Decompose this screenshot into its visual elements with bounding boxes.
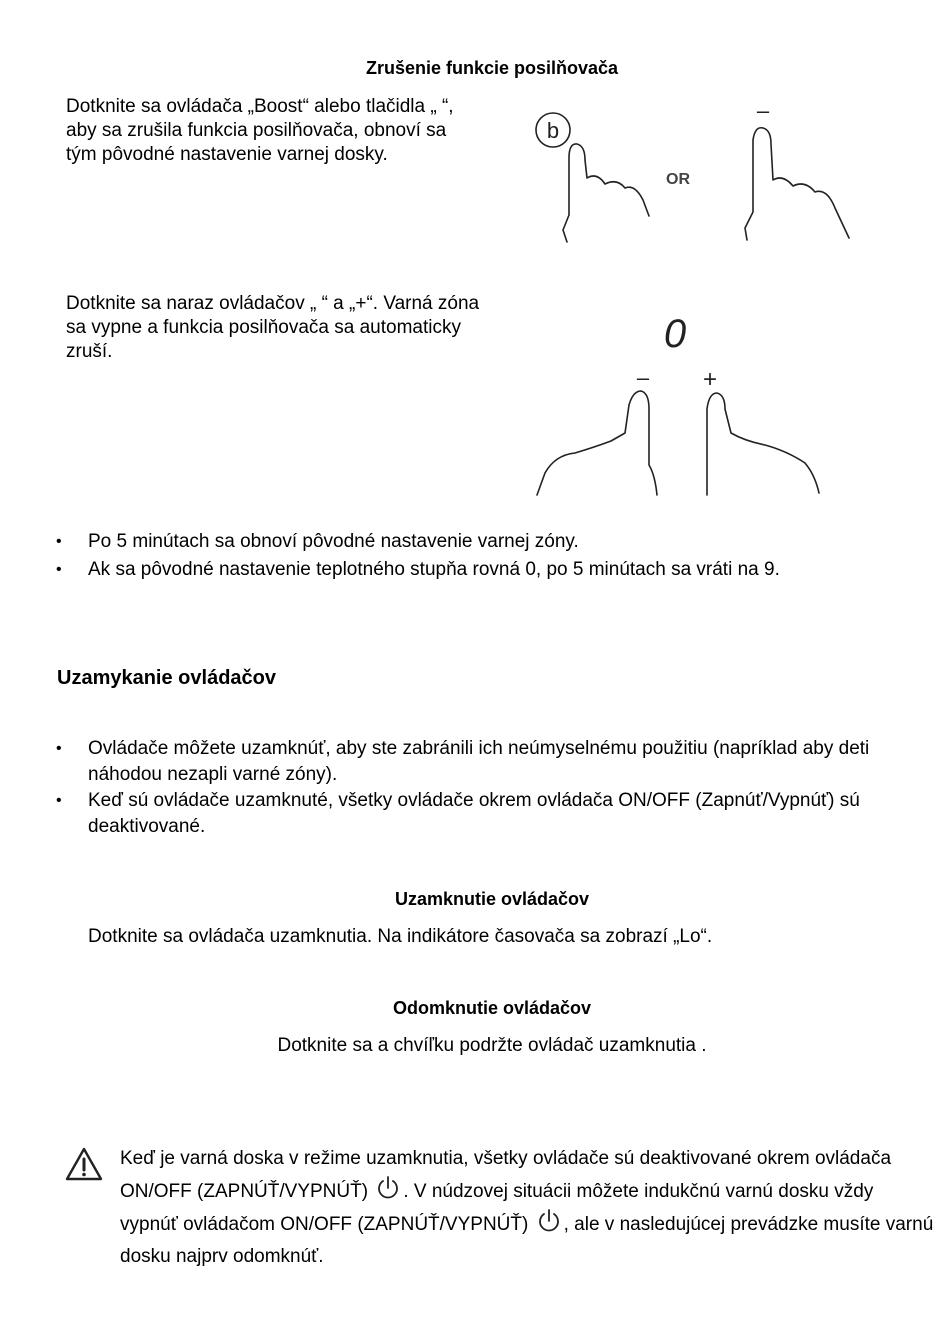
finger-hand-icon <box>563 144 649 242</box>
display-digit: 0 <box>663 312 687 356</box>
lock-bullets-list <box>56 736 926 840</box>
lock-instructions: Dotknite sa ovládača uzamknutia. Na indikátore časovača sa zobrazí „Lo“. <box>88 926 713 947</box>
warning-triangle-icon <box>64 1146 104 1182</box>
list-item: • Ovládače môžete uzamknúť, aby ste zabránili ich neúmyselnému použitiu (napríklad aby deti náhodou nezapli varné zóny). <box>56 736 926 788</box>
lock-section-title: Uzamykanie ovládačov <box>57 667 276 689</box>
boost-cancel-heading: Zrušenie funkcie posilňovača <box>365 58 619 78</box>
unlock-heading: Odomknutie ovládačov <box>392 998 592 1018</box>
list-item: • Keď sú ovládače uzamknuté, všetky ovládače okrem ovládača ON/OFF (Zapnúť/Vypnúť) sú deaktivované. <box>56 788 926 840</box>
list-item: • Po 5 minútach sa obnoví pôvodné nastavenie varnej zóny. <box>56 529 926 555</box>
boost-notes-list <box>56 529 926 583</box>
plus-label: + <box>702 366 718 393</box>
boost-cancel-paragraph-1: Dotknite sa ovládača „Boost“ alebo tlačidla „ “, aby sa zrušila funkcia posilňovača, obnoví sa tým pôvodné nastavenie varnej dosky. <box>66 96 454 165</box>
finger-hand-icon <box>537 391 657 495</box>
warning-text-part-3: , ale v nasledujúcej prevádzke musíte varnú dosku najprv odomknúť. <box>120 1214 934 1267</box>
boost-cancel-paragraph-2: Dotknite sa naraz ovládačov „ “ a „+“. Varná zóna sa vypne a funkcia posilňovača sa automaticky zruší. <box>66 293 480 362</box>
minus-label: – <box>756 100 770 123</box>
warning-text <box>120 1143 935 1273</box>
boost-cancel-figure-2 <box>525 305 835 500</box>
lock-heading: Uzamknutie ovládačov <box>394 889 590 909</box>
list-item: • Ak sa pôvodné nastavenie teplotného stupňa rovná 0, po 5 minútach sa vráti na 9. <box>56 557 926 583</box>
power-icon <box>536 1208 562 1234</box>
warning-text-part-1: Keď je varná doska v režime uzamknutia, všetky ovládače sú deaktivované okrem ovládača ON/OFF (ZAPNÚŤ/VYPNÚŤ) <box>120 1148 892 1202</box>
warning-text-part-2: . V núdzovej situácii môžete indukčnú varnú dosku vždy vypnúť ovládačom ON/OFF (ZAPNÚŤ/VYPNÚŤ) <box>120 1181 874 1235</box>
minus-label: – <box>636 365 650 390</box>
finger-hand-icon <box>707 393 819 495</box>
power-icon <box>375 1175 401 1201</box>
b-button-label: b <box>546 118 560 143</box>
finger-hand-icon <box>745 128 849 240</box>
or-label: OR <box>666 171 690 188</box>
boost-cancel-figure-1 <box>525 100 865 250</box>
unlock-instructions: Dotknite sa a chvíľku podržte ovládač uzamknutia . <box>277 1035 707 1056</box>
